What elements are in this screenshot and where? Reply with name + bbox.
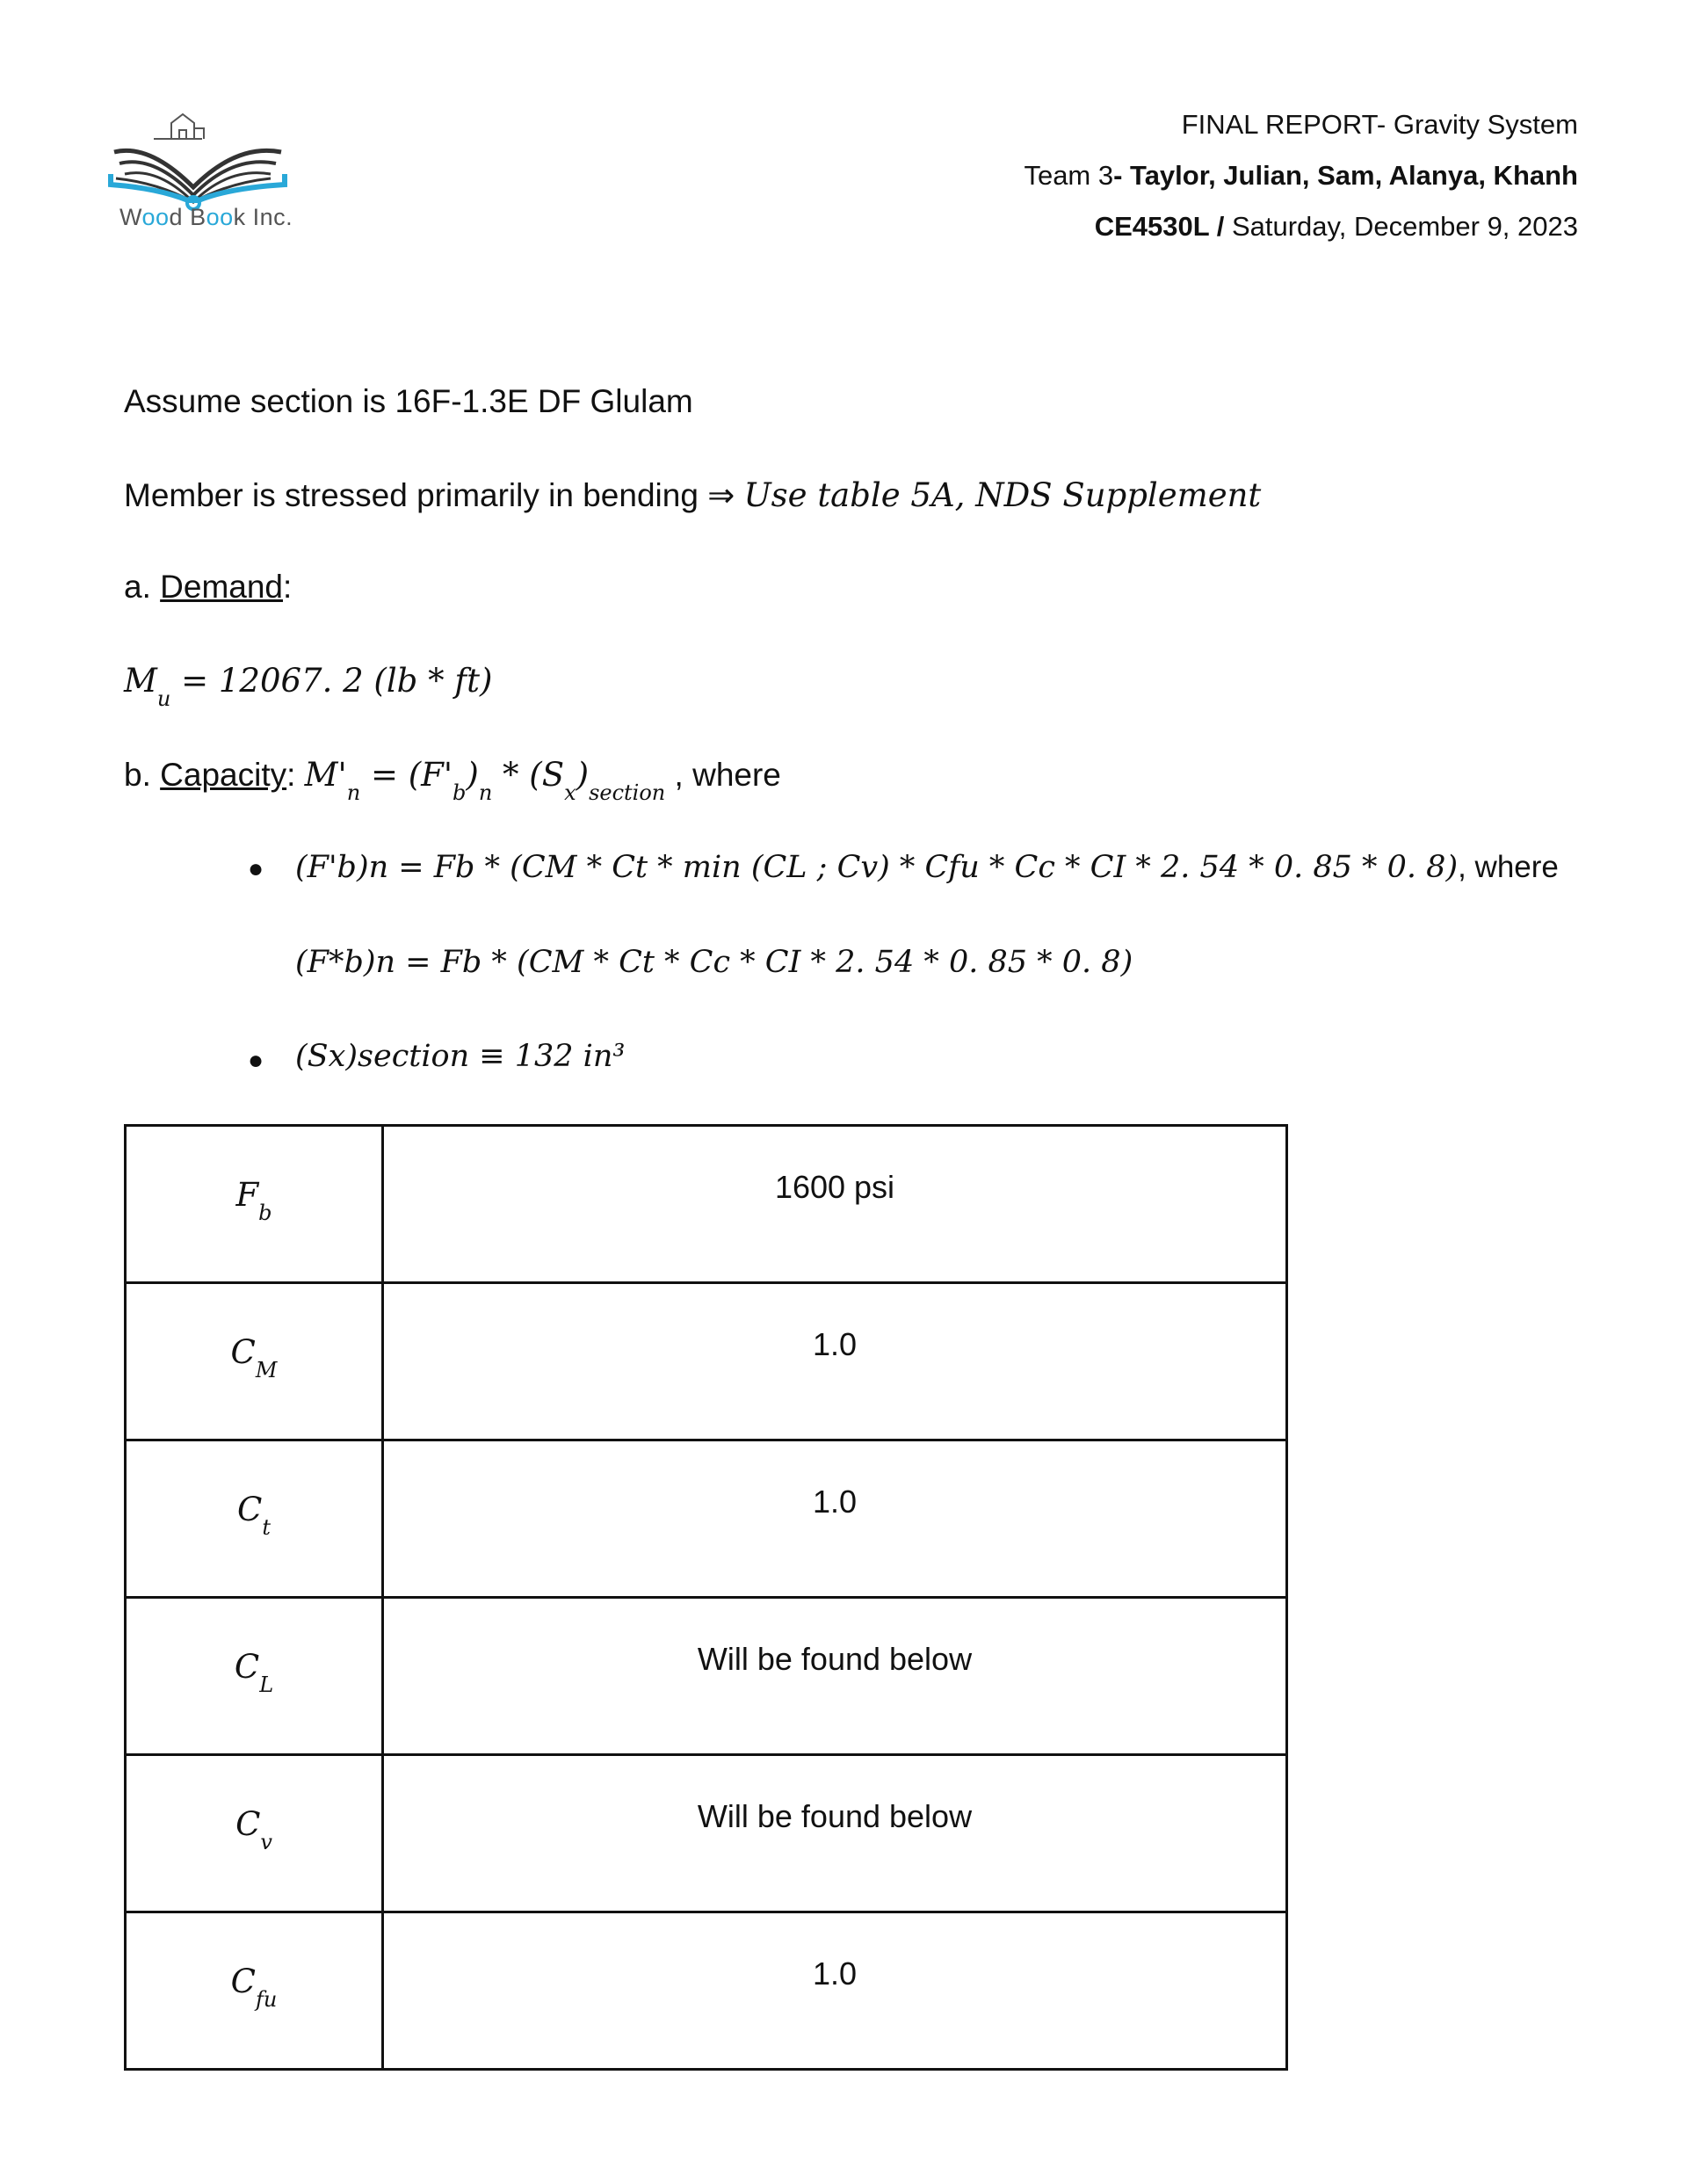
factor-symbol: $F_b$ [126,1126,383,1283]
adjustment-factor-table [124,1124,1288,2071]
factor-symbol: $C_L$ [126,1598,383,1755]
factor-value: Will be found below [383,1598,1287,1755]
team-line: Team 3- Taylor, Julian, Sam, Alanya, Khanh [1024,160,1578,191]
factor-symbol: $C_{fu}$ [126,1912,383,2070]
factor-value: Will be found below [383,1755,1287,1912]
table-row [126,1912,1287,2070]
factor-symbol: $C_M$ [126,1283,383,1440]
factor-value: 1.0 [383,1440,1287,1598]
factor-symbol: $C_t$ [126,1440,383,1598]
capacity-equation: b. Capacity: $M'_n = (F'_b)_n * (S_x)_{section}$ , where [124,756,781,805]
table-row [126,1126,1287,1283]
factor-value: 1600 psi [383,1126,1287,1283]
section-assumption: Assume section is 16F-1.3E DF Glulam [124,383,693,419]
table-row [126,1440,1287,1598]
report-title: FINAL REPORT- Gravity System [1181,109,1578,140]
reference-strength-equation: (F*b)n = Fb * (CM * Ct * Cc * CI * 2. 54 * 0. 85 * 0. 8) [295,945,1133,980]
table-row [126,1598,1287,1755]
moment-demand-equation: $M_u = 12067$. 2 (lb * ft) [124,662,493,711]
factor-value: 1.0 [383,1912,1287,2070]
company-name: Wood Book Inc. [119,204,293,230]
bending-strength-equation: (F'b)n = Fb * (CM * Ct * min (CL ; Cv) * Cfu * Cc * CI * 2. 54 * 0. 85 * 0. 8), where [295,850,1559,885]
table-row [126,1283,1287,1440]
course-date-line: CE4530L / Saturday, December 9, 2023 [1094,211,1578,242]
member-statement: Member is stressed primarily in bending ⇒ Use table 5A, NDS Supplement [124,476,1262,514]
bullet-dot-icon: ● [248,854,264,883]
demand-heading: a. Demand: [124,569,293,605]
table-row [126,1755,1287,1912]
factor-value: 1.0 [383,1283,1287,1440]
section-modulus-equation: (Sx)section ≡ 132 in³ [295,1039,626,1074]
factor-symbol: $C_v$ [126,1755,383,1912]
bullet-dot-icon: ● [248,1046,264,1075]
